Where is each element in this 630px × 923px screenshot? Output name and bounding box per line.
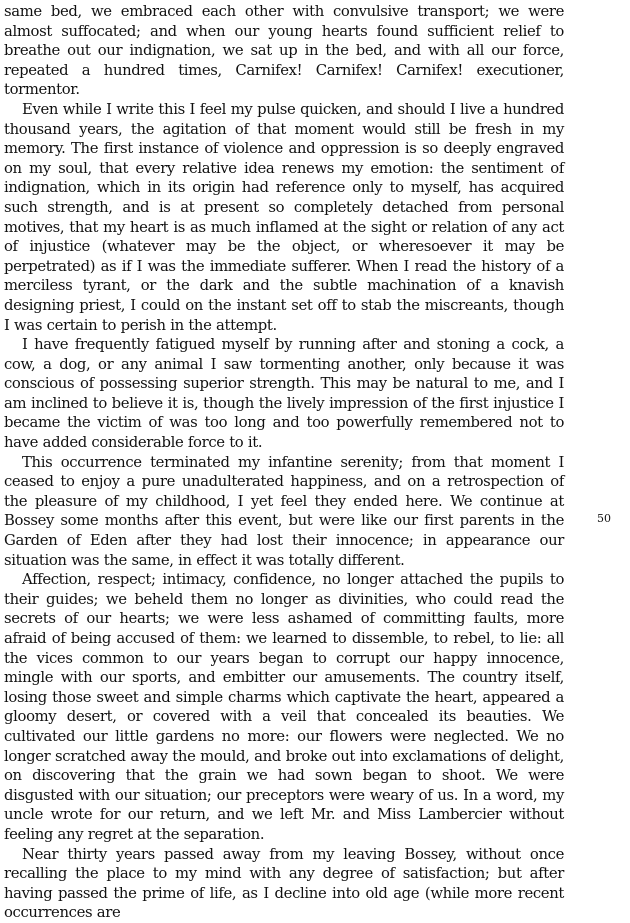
margin-line-number: 50 xyxy=(597,512,611,525)
paragraph: I have frequently fatigued myself by running after and stoning a cock, a cow, a dog, or any animal I saw tormenting another, only because it was conscious of possessing superior strength. This may be natural to me, and I am inclined to believe it is, though the lively impression of the first injustice I became the victim of was too long and too powerfully remembered not to have added considerable force to it. xyxy=(4,336,564,452)
paragraph: Even while I write this I feel my pulse quicken, and should I live a hundred thousand years, the agitation of that moment would still be fresh in my memory. The first instance of violence and oppression is so deeply engraved on my soul, that every relative idea renews my emotion: the sentiment of indignation, which in its origin had reference only to myself, has acquired such strength, and is at present so completely detached from personal motives, that my heart is as much inflamed at the sight or relation of any act of injustice (whatever may be the object, or wheresoever it may be perpetrated) as if I was the immediate sufferer. When I read the history of a merciless tyrant, or the dark and the subtle machination of a knavish designing priest, I could on the instant set off to stab the miscreants, though I was certain to perish in the attempt. xyxy=(4,100,564,334)
paragraph: Near thirty years passed away from my leaving Bossey, without once recalling the place to my mind with any degree of satisfaction; but after having passed the prime of life, as I decline into old age (while more recent occurrences are xyxy=(4,845,564,922)
paragraph-continuation: same bed, we embraced each other with convulsive transport; we were almost suffocated; and when our young hearts found sufficient relief to breathe out our indignation, we sat up in the bed, and with all our force, repeated a hundred times, Carnifex! Carnifex! Carnifex! executioner, tormentor. xyxy=(4,3,564,99)
paragraph: This occurrence terminated my infantine serenity; from that moment I ceased to enjoy a pure unadulterated happiness, and on a retrospection of the pleasure of my childhood, I yet feel they ended here. We continue at Bossey some months after this event, but were like our first parents in the Garden of Eden after they had lost their innocence; in appearance our situation was the same, in effect it was totally different. xyxy=(4,453,564,569)
body-text xyxy=(4,2,564,923)
paragraph: Affection, respect; intimacy, confidence, no longer attached the pupils to their guides; we beheld them no longer as divinities, who could read the secrets of our hearts; we were less ashamed of committing faults, more afraid of being accused of them: we learned to dissemble, to rebel, to lie: all the vices common to our years began to corrupt our happy innocence, mingle with our sports, and embitter our amusements. The country itself, losing those sweet and simple charms which captivate the heart, appeared a gloomy desert, or covered with a veil that concealed its beauties. We cultivated our little gardens no more: our flowers were neglected. We no longer scratched away the mould, and broke out into exclamations of delight, on discovering that the grain we had sown began to shoot. We were disgusted with our situation; our preceptors were weary of us. In a word, my uncle wrote for our return, and we left Mr. and Miss Lambercier without feeling any regret at the separation. xyxy=(4,571,564,843)
